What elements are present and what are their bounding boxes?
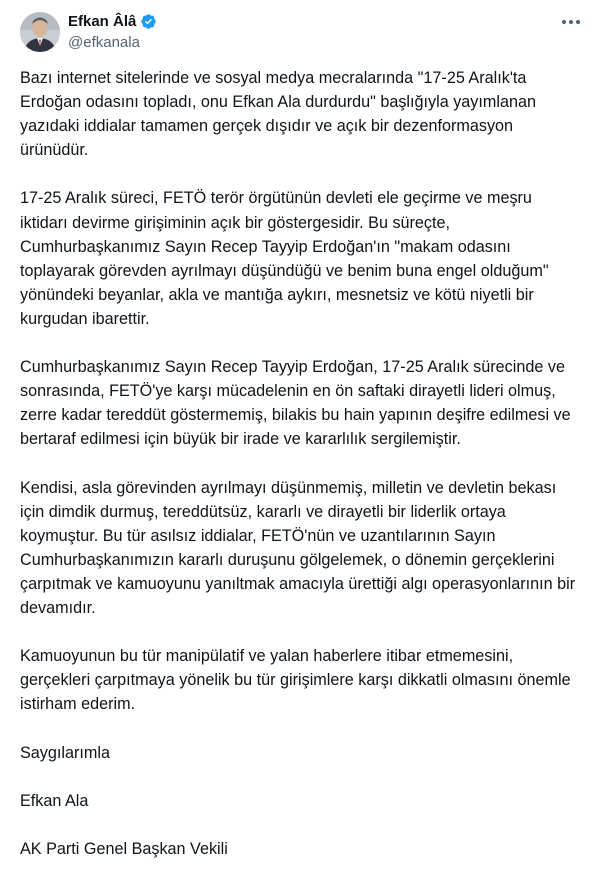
more-options-button[interactable]	[558, 12, 584, 32]
user-handle[interactable]: @efkanala	[68, 34, 140, 51]
name-row	[68, 13, 157, 30]
tweet-paragraph: Cumhurbaşkanımız Sayın Recep Tayyip Erdoğan, 17-25 Aralık sürecinde ve sonrasında, FETÖ'ye karşı mücadelenin en ön saftaki dirayetli lideri olmuş, zerre kadar tereddüt göstermemiş, bilakis bu hain yapının deşifre edilmesi ve bertaraf edilmesi için büyük bir irade ve kararlılık sergilemiştir.	[20, 358, 571, 449]
tweet-header	[0, 0, 592, 70]
user-avatar-icon	[20, 12, 60, 52]
tweet-paragraph: 17-25 Aralık süreci, FETÖ terör örgütünün devleti ele geçirme ve meşru iktidarı devirme girişiminin açık bir göstergesidir. Bu süreçte, Cumhurbaşkanımız Sayın Recep Tayyip Erdoğan'ın "makam odasını toplayarak görevden ayrılmayı düşündüğü ve benim buna engel olduğum" yönündeki beyanlar, akla ve mantığa aykırı, mesnetsiz ve kötü niyetli bir kurgudan ibarettir.	[20, 189, 549, 328]
tweet-text	[20, 66, 580, 885]
tweet-paragraph: Bazı internet sitelerinde ve sosyal medya mecralarında "17-25 Aralık'ta Erdoğan odasını topladı, onu Efkan Ala durdurdu" başlığıyla yayımlanan yazıdaki iddialar tamamen gerçek dışıdır ve açık bir dezenformasyon ürünüdür.	[20, 69, 536, 160]
tweet-closing: Saygılarımla	[20, 743, 110, 762]
display-name[interactable]: Efkan Âlâ	[68, 13, 137, 30]
tweet-paragraph: Kendisi, asla görevinden ayrılmayı düşünmemiş, milletin ve devletin bekası için dimdik durmuş, tereddütsüz, kararlı ve dirayetli bir liderlik ortaya koymuştur. Bu tür asılsız iddialar, FETÖ'nün ve uzantılarının Sayın Cumhurbaşkanımızın kararlı duruşunu gölgelemek, o dönemin gerçeklerini çarpıtmak ve kamuoyunu yanıltmak amacıyla ürettiği algı operasyonlarının bir devamıdır.	[20, 478, 576, 618]
avatar[interactable]	[20, 12, 60, 52]
more-options-icon	[561, 19, 581, 25]
tweet-signature-name: Efkan Ala	[20, 791, 89, 810]
tweet-signature-title: AK Parti Genel Başkan Vekili	[20, 840, 228, 858]
tweet-paragraph: Kamuoyunun bu tür manipülatif ve yalan haberlere itibar etmemesini, gerçekleri çarpıtmaya yönelik bu tür girişimlere karşı dikkatli olmasını önemle istirham ederim.	[20, 647, 571, 714]
verified-badge-icon	[140, 13, 157, 30]
